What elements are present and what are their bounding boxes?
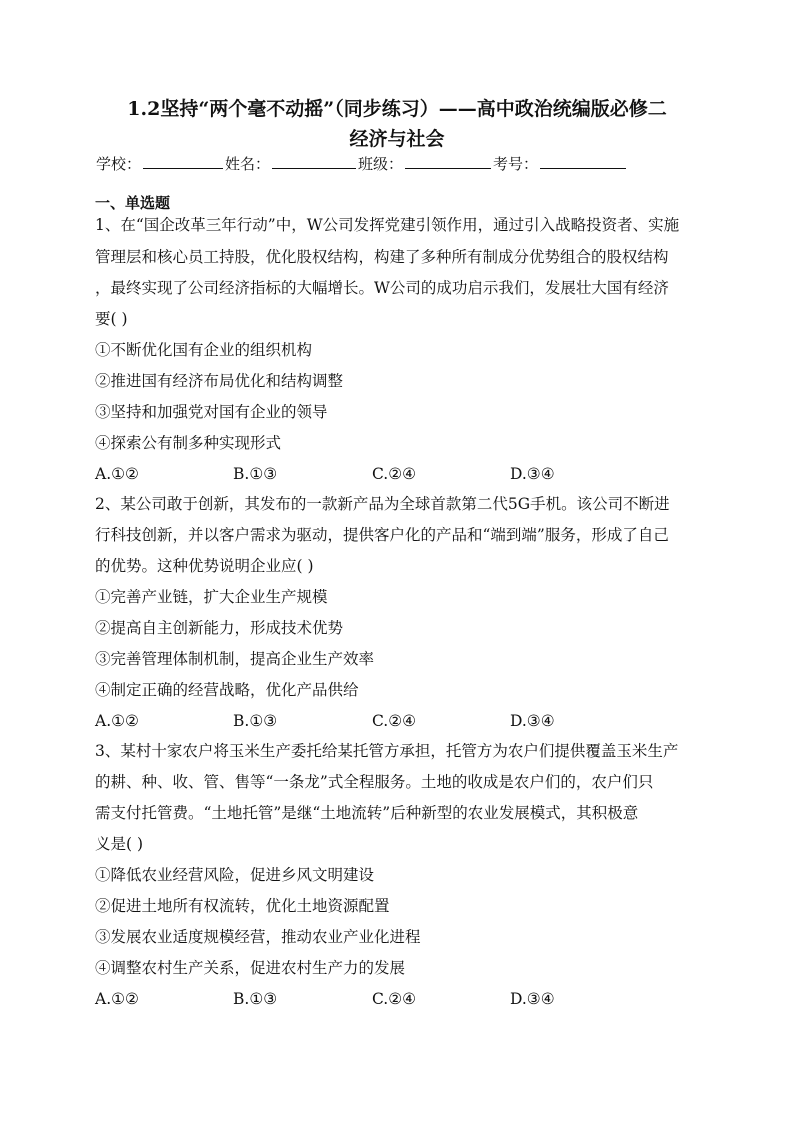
question-2-option-c[interactable]: C.②④ — [372, 712, 417, 730]
question-3-statement-2: ②促进土地所有权流转，优化土地资源配置 — [95, 897, 390, 915]
question-2-option-b[interactable]: B.①③ — [233, 712, 278, 730]
question-2-line-2: 行科技创新，并以客户需求为驱动，提供客户化的产品和“端到端”服务，形成了自己 — [95, 526, 669, 544]
question-3-line-4: 义是( ) — [95, 835, 144, 853]
question-2-statement-2: ②提高自主创新能力，形成技术优势 — [95, 619, 344, 637]
question-3-option-b[interactable]: B.①③ — [233, 990, 278, 1008]
question-3-statement-4: ④调整农村生产关系，促进农村生产力的发展 — [95, 959, 406, 977]
question-1-statement-4: ④探索公有制多种实现形式 — [95, 434, 282, 452]
page-title-line-1: 1.2坚持“两个毫不动摇”（同步练习）——高中政治统编版必修二 — [127, 98, 667, 120]
page-title-line-2: 经济与社会 — [349, 128, 445, 150]
question-3-statement-1: ①降低农业经营风险，促进乡风文明建设 — [95, 866, 375, 884]
question-1-option-b[interactable]: B.①③ — [233, 465, 278, 483]
question-3-line-1: 3、某村十家农户将玉米生产委托给某托管方承担，托管方为农户们提供覆盖玉米生产 — [95, 742, 679, 760]
question-1-line-3: ，最终实现了公司经济指标的大幅增长。W公司的成功启示我们，发展壮大国有经济 — [95, 279, 669, 297]
name-label: 姓名： — [225, 155, 271, 173]
section-heading: 一、单选题 — [95, 194, 171, 212]
question-1-option-d[interactable]: D.③④ — [510, 465, 555, 483]
school-blank[interactable] — [143, 152, 223, 169]
number-label: 考号： — [493, 155, 539, 173]
question-1-line-1: 1、在“国企改革三年行动”中，W公司发挥党建引领作用，通过引入战略投资者、实施 — [95, 216, 680, 234]
question-1-option-c[interactable]: C.②④ — [372, 465, 417, 483]
question-1-statement-2: ②推进国有经济布局优化和结构调整 — [95, 372, 344, 390]
question-3-line-3: 需支付托管费。“土地托管”是继“土地流转”后种新型的农业发展模式，其积极意 — [95, 804, 639, 822]
question-1-statement-1: ①不断优化国有企业的组织机构 — [95, 341, 313, 359]
class-blank[interactable] — [405, 152, 491, 169]
question-2-statement-4: ④制定正确的经营战略，优化产品供给 — [95, 681, 359, 699]
number-blank[interactable] — [540, 152, 626, 169]
question-2-option-a[interactable]: A.①② — [95, 712, 139, 730]
question-1-option-a[interactable]: A.①② — [95, 465, 139, 483]
question-2-line-3: 的优势。这种优势说明企业应( ) — [95, 557, 314, 575]
name-blank[interactable] — [272, 152, 356, 169]
question-2-option-d[interactable]: D.③④ — [510, 712, 555, 730]
class-label: 班级： — [358, 155, 404, 173]
question-3-line-2: 的耕、种、收、管、售等“一条龙”式全程服务。土地的收成是农户们的，农户们只 — [95, 773, 654, 791]
question-1-line-4: 要( ) — [95, 310, 128, 328]
student-info-row — [96, 152, 628, 175]
question-1-statement-3: ③坚持和加强党对国有企业的领导 — [95, 403, 328, 421]
question-3-statement-3: ③发展农业适度规模经营，推动农业产业化进程 — [95, 928, 421, 946]
question-2-statement-1: ①完善产业链，扩大企业生产规模 — [95, 588, 328, 606]
question-3-option-a[interactable]: A.①② — [95, 990, 139, 1008]
question-2-statement-3: ③完善管理体制机制，提高企业生产效率 — [95, 650, 375, 668]
question-3-option-c[interactable]: C.②④ — [372, 990, 417, 1008]
question-1-line-2: 管理层和核心员工持股，优化股权结构，构建了多种所有制成分优势组合的股权结构 — [95, 248, 669, 266]
question-2-line-1: 2、某公司敢于创新，其发布的一款新产品为全球首款第二代5G手机。该公司不断进 — [95, 495, 670, 513]
question-3-option-d[interactable]: D.③④ — [510, 990, 555, 1008]
school-label: 学校： — [96, 155, 142, 173]
